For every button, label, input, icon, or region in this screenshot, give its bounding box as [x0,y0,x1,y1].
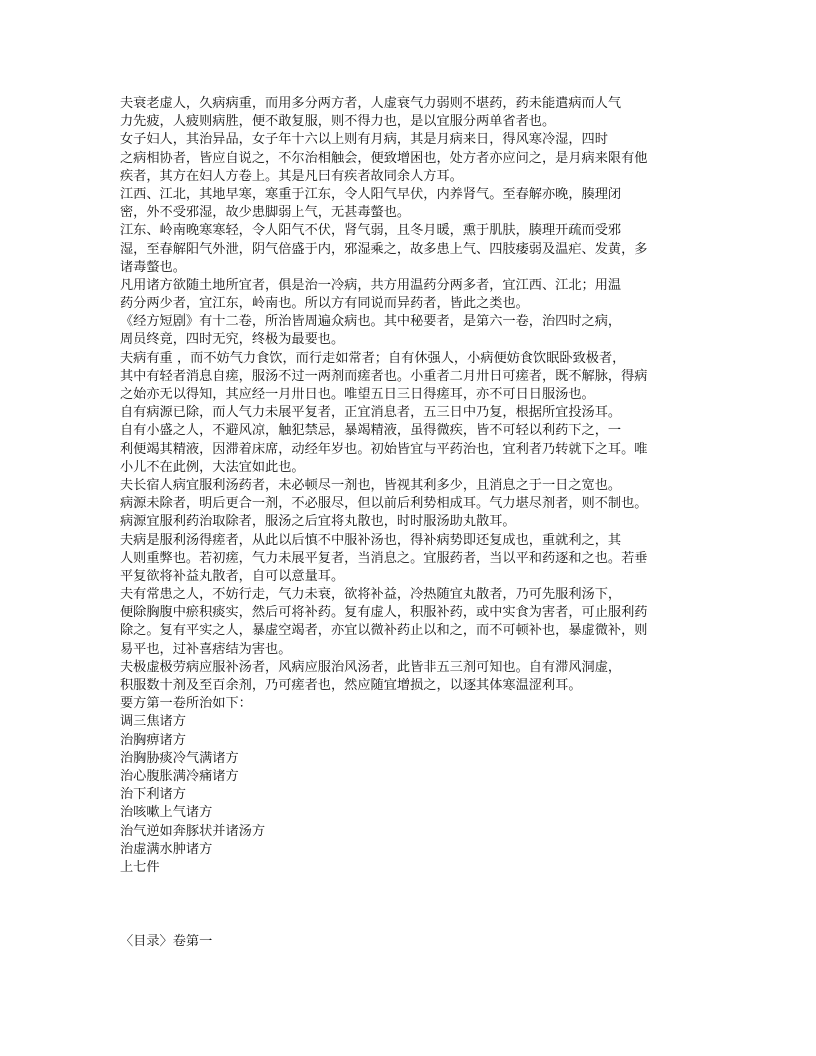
text-line: 自有病源已除，而人气力未展平复者，正宜消息者，五三日中乃复，根据所宜投汤耳。 [120,405,622,421]
text-line: 夫衰老虚人，久病病重，而用多分两方者，人虚衰气力弱则不堪药，药未能遣病而人气 [120,96,622,111]
text-line: 治虚满水肿诸方 [120,841,213,857]
text-line: 除之。复有平实之人，暴虚空竭者，亦宜以微补药止以和之，而不可顿补也，暴虚微补，则 [120,623,648,639]
text-line: 要方第一卷所治如下： [120,696,252,712]
text-line: 湿，至春解阳气外泄，阴气倍盛于内，邪湿乘之，故多患上气、四肢痿弱及温疟、发黄，多 [120,241,648,257]
text-line: 上七件 [120,859,160,875]
text-line: 药分两少者，宜江东，岭南也。所以方有同说而异药者，皆此之类也。 [120,296,529,312]
text-line: 病源未除者，明后更合一剂，不必服尽，但以前后利势相成耳。气力堪尽剂者，则不制也。 [120,496,648,512]
text-line: 治咳嗽上气诸方 [120,805,213,821]
text-line: 平复欲将补益丸散者，自可以意量耳。 [120,568,345,584]
text-line: 江西、江北，其地早寒，寒重于江东，令人阳气早伏，内养肾气。至春解亦晚，腠理闭 [120,186,622,202]
text-line: 诸毒螫也。 [120,259,186,275]
text-line: 人则重弊也。若初瘥，气力未展平复者，当消息之。宜服药者，当以平和药逐和之也。若垂 [120,550,648,566]
text-line: 夫有常患之人，不妨行走，气力未衰，欲将补益，冷热随宜丸散者，乃可先服利汤下， [120,587,622,603]
text-line: 凡用诸方欲随土地所宜者，俱是治一冷病，共方用温药分两多者，宜江西、江北；用温 [120,277,622,293]
toc-link[interactable]: 〈目录〉卷第一 [120,934,213,949]
text-line: 治胸痹诸方 [120,732,186,748]
text-line: 之病相协者，皆应自说之，不尔治相触会，便致增困也，处方者亦应问之，是月病来限有他 [120,150,648,166]
text-line: 夫病有重 ，而不妨气力食饮，而行走如常者；自有休强人，小病便妨食饮眠卧致极者， [120,350,626,366]
text-line: 自有小盛之人，不避风凉，触犯禁忌，暴竭精液，虽得微疾，皆不可轻以利药下之，一 [120,423,622,439]
text-line: 周员终竟，四时无究，终极为最要也。 [120,332,345,348]
text-line: 治胸胁痰冷气满诸方 [120,750,239,766]
text-line: 夫极虚极劳病应服补汤者，风病应服治风汤者，此皆非五三剂可知也。自有滞风洞虚， [120,659,622,675]
text-line: 夫长宿人病宜服利汤药者，未必顿尽一剂也，皆视其利多少，且消息之于一日之宽也。 [120,477,622,493]
text-line: 密，外不受邪湿，故少患脚弱上气，无甚毒螫也。 [120,205,411,221]
text-line: 易平也，过补喜痞结为害也。 [120,641,292,657]
text-line: 调三焦诸方 [120,714,186,730]
text-line: 治下利诸方 [120,787,186,803]
text-line: 疾者，其方在妇人方卷上。其是凡曰有疾者故同余人方耳。 [120,168,463,184]
text-line: 积服数十剂及至百余剂，乃可瘥者也，然应随宜增损之，以逐其体寒温涩利耳。 [120,678,582,693]
text-line: 病源宜服利药治取除者，服汤之后宜将丸散也，时时服汤助丸散耳。 [120,514,516,530]
text-line: 之始亦无以得知，其应经一月卅日也。唯望五日三日得瘥耳，亦不可日日服汤也。 [120,387,595,402]
text-line: 治心腹胀满冷痛诸方 [120,768,239,784]
text-line: 小儿不在此例，大法宜如此也。 [120,459,305,475]
text-line: 《经方短剧》有十二卷，所治皆周遍众病也。其中秘要者，是第六一卷，治四时之病， [120,314,622,330]
document-body [120,95,680,877]
text-line: 便除胸腹中瘀积痰实，然后可将补药。复有虚人，积服补药，或中实食为害者，可止服利药 [120,605,648,621]
text-line: 其中有轻者消息自瘥，服汤不过一两剂而瘥者也。小重者二月卅日可瘥者，既不解脉，得病 [120,368,648,384]
text-line: 治气逆如奔豚状并诸汤方 [120,823,266,839]
text-line: 江东、岭南晚寒寒轻，令人阳气不伏，肾气弱，且冬月暖，熏于肌肤，腠理开疏而受邪 [120,223,622,239]
text-line: 夫病是服利汤得瘥者，从此以后慎不中服补汤也，得补病势即还复成也，重就利之，其 [120,532,622,548]
text-line: 女子妇人，其治异品，女子年十六以上则有月病，其是月病来日，得风寒冷湿，四时 [120,132,608,148]
text-line: 力先疲，人疲则病胜，便不敢复服，则不得力也，是以宜服分两单省者也。 [120,114,556,130]
text-line: 利便竭其精液，因滞着床席，动经年岁也。初始皆宜与平药治也，宜利者乃转就下之耳。唯 [120,441,648,457]
